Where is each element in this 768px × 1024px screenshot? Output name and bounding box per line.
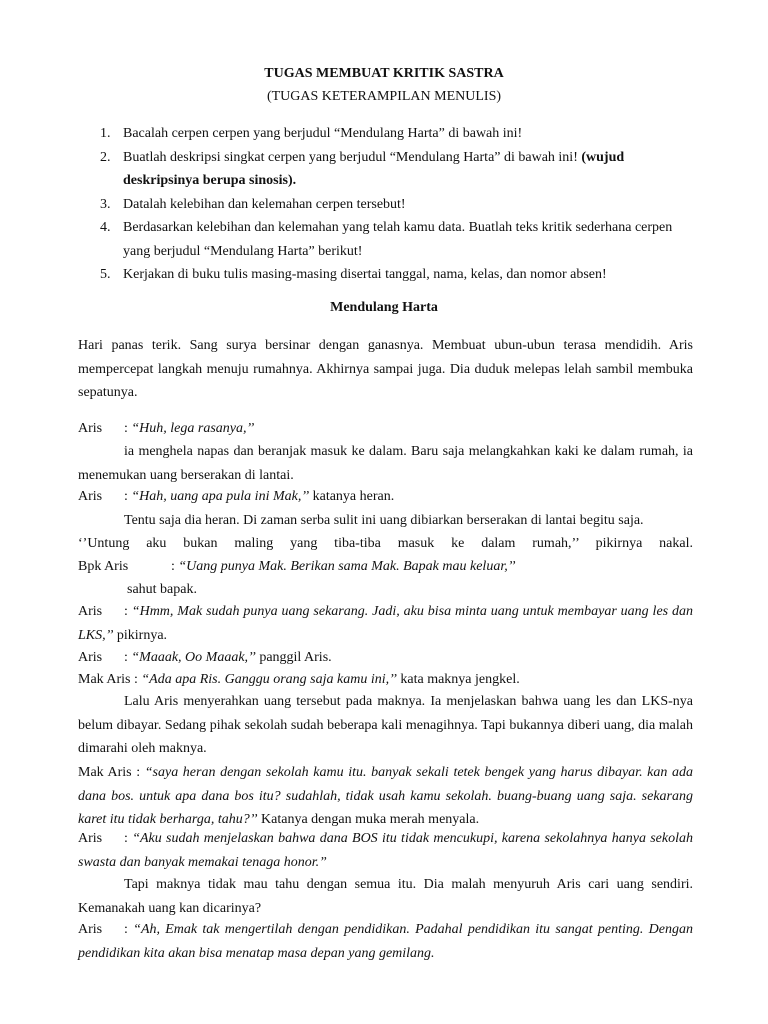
list-item: 5. Kerjakan di buku tulis masing-masing disertai tanggal, nama, kelas, dan nomor absen! [100,267,607,282]
story-paragraph: Tapi maknya tidak mau tahu dengan semua itu. Dia malah menyuruh Aris cari uang sendiri. Kemanakah uang kan dicarinya? [78,877,693,916]
story-paragraph: ‘’Untung aku bukan maling yang tiba-tiba masuk ke dalam rumah,’’ pikirnya nakal. [78,536,693,551]
speaker-name: Bpk Aris [78,559,129,574]
dialogue-line: Aris : “Aku sudah menjelaskan bahwa dana BOS itu tidak mencukupi, karena sekolahnya hanya sekolah swasta dan banyak memakai tenaga honor.” [78,827,693,874]
story-title: Mendulang Harta [330,300,438,315]
speaker-name: Aris [78,604,103,619]
document-subtitle: (TUGAS KETERAMPILAN MENULIS) [266,89,502,104]
dialogue-line: Aris : “Huh, lega rasanya,’’ [78,417,693,441]
speech-text: “Aku sudah menjelaskan bahwa dana BOS itu tidak mencukupi, karena sekolahnya hanya sekolah swasta dan banyak memakai tenaga honor.” [78,831,694,870]
list-item: 2. Buatlah deskripsi singkat cerpen yang berjudul “Mendulang Harta” di bawah ini! (wujud deskripsinya berupa sinosis). [100,149,625,188]
speaker-name: Aris [78,489,103,504]
story-paragraph: Tentu saja dia heran. Di zaman serba sulit ini uang dibiarkan berserakan di lantai begitu saja. [124,513,644,528]
speech-text: “Hmm, Mak sudah punya uang sekarang. Jadi, aku bisa minta uang untuk membayar uang les dan LKS,’’ [78,604,694,643]
narration-line: sahut bapak. [127,582,197,597]
speech-text: “Maaak, Oo Maaak,’’ [131,650,256,665]
speech-text: “Huh, lega rasanya,’’ [131,421,255,436]
speech-text: “Uang punya Mak. Berikan sama Mak. Bapak mau keluar,’’ [178,559,516,574]
dialogue-line: Aris : “Hah, uang apa pula ini Mak,’’ katanya heran. [78,485,693,509]
speaker-name: Mak Aris : [78,672,138,687]
speaker-name: Mak Aris : [78,765,141,780]
story-paragraph: ia menghela napas dan beranjak masuk ke dalam. Baru saja melangkahkan kaki ke dalam rumah, ia menemukan uang berserakan di lantai. [78,444,693,483]
dialogue-line: Aris : “Maaak, Oo Maaak,’’ panggil Aris. [78,646,693,670]
speech-text: “Hah, uang apa pula ini Mak,’’ [131,489,310,504]
story-paragraph: Hari panas terik. Sang surya bersinar dengan ganasnya. Membuat ubun-ubun terasa mendidih. Aris mempercepat langkah menuju rumahnya. Akhirnya sampai juga. Dia duduk melepas lelah sambil membuka sepatunya. [78,338,693,400]
list-item: 3. Datalah kelebihan dan kelemahan cerpen tersebut! [100,196,406,212]
list-item: 1. Bacalah cerpen cerpen yang berjudul “Mendulang Harta” di bawah ini! [100,126,523,141]
speaker-name: Aris [78,831,103,846]
speech-text: “saya heran dengan sekolah kamu itu. banyak sekali tetek bengek yang harus dibayar. kan ada dana bos. untuk apa dana bos itu? sudahlah, tidak usah kamu sekolah. buang-buang uang saja. sekarang karet itu tidak berharga, tahu?’’ [78,765,694,827]
list-item: 4. Berdasarkan kelebihan dan kelemahan yang telah kamu data. Buatlah teks kritik sederhana cerpen yang berjudul “Mendulang Harta” berikut! [100,220,673,259]
dialogue-line: Bpk Aris : “Uang punya Mak. Berikan sama Mak. Bapak mau keluar,’’ [78,555,693,579]
dialogue-line: Aris : “Ah, Emak tak mengertilah dengan pendidikan. Padahal pendidikan itu sangat penting. Dengan pendidikan kita akan bisa menatap masa depan yang gemilang. [78,918,693,965]
speech-text: “Ah, Emak tak mengertilah dengan pendidikan. Padahal pendidikan itu sangat penting. Dengan pendidikan kita akan bisa menatap masa depan yang gemilang. [78,922,693,961]
story-paragraph: Lalu Aris menyerahkan uang tersebut pada maknya. Ia menjelaskan bahwa uang les dan LKS-nya belum dibayar. Sedang pihak sekolah sudah beberapa kali menagihnya. Tapi bukannya diberi uang, dia malah dimarahi oleh maknya. [78,694,693,756]
document-title: TUGAS MEMBUAT KRITIK SASTRA [264,66,504,81]
instruction-list [90,122,690,287]
speaker-name: Aris [78,922,103,937]
emphasis-text: (wujud deskripsinya berupa sinosis). [123,149,625,188]
speaker-name: Aris [78,421,103,436]
dialogue-line: Aris : “Hmm, Mak sudah punya uang sekarang. Jadi, aku bisa minta uang untuk membayar uang les dan LKS,’’ pikirnya. [78,600,693,647]
dialogue-line: Mak Aris : “saya heran dengan sekolah kamu itu. banyak sekali tetek bengek yang harus dibayar. kan ada dana bos. untuk apa dana bos itu? sudahlah, tidak usah kamu sekolah. buang-buang uang saja. sekarang karet itu tidak berharga, tahu?’’ Katanya dengan muka merah menyala. [78,765,694,827]
speech-text: “Ada apa Ris. Ganggu orang saja kamu ini,’’ [141,672,397,687]
dialogue-line: Mak Aris : “Ada apa Ris. Ganggu orang saja kamu ini,’’ kata maknya jengkel. [78,672,520,687]
speaker-name: Aris [78,650,103,665]
